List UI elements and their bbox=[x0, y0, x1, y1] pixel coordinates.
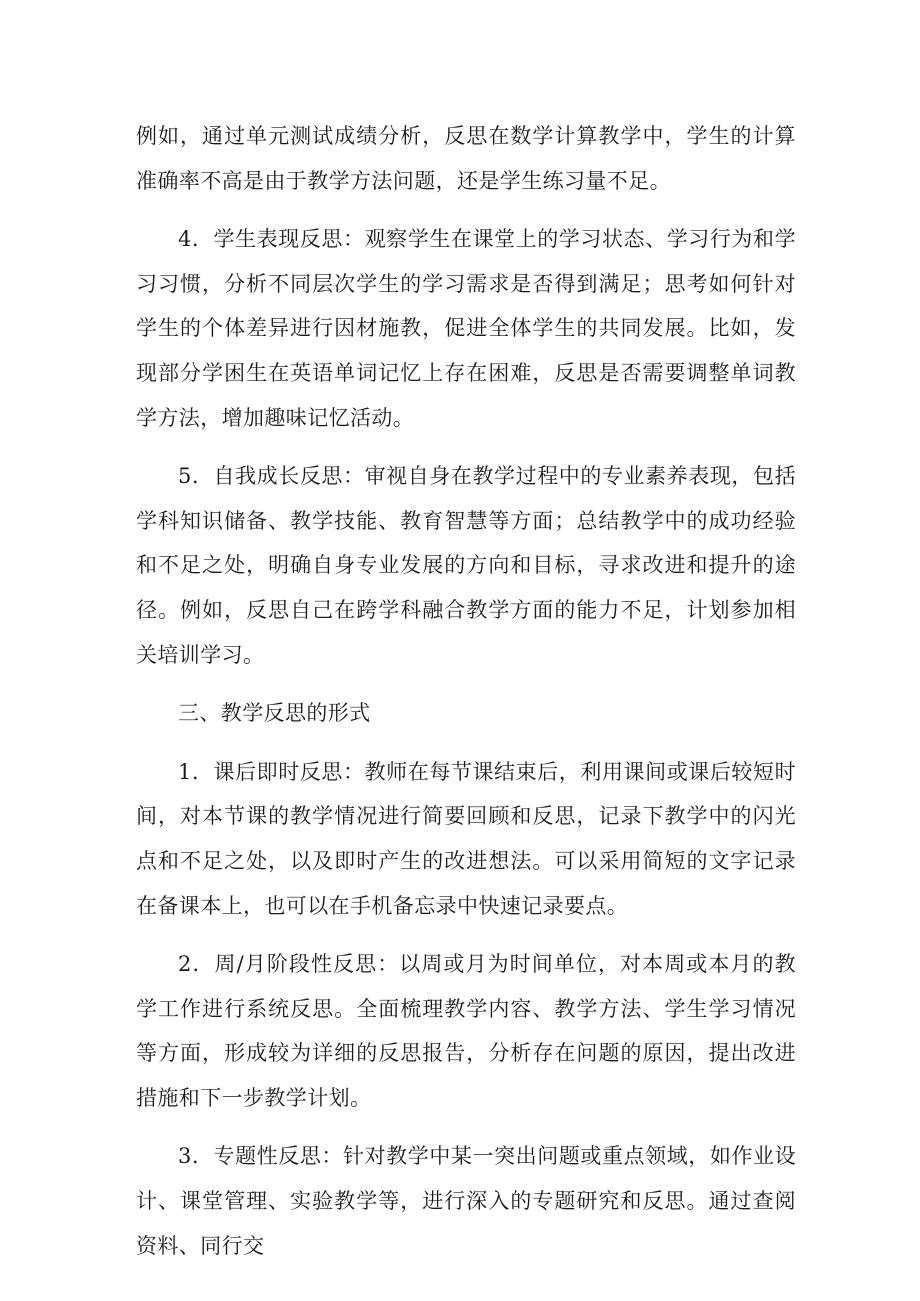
paragraph-self-growth: 5．自我成长反思：审视自身在教学过程中的专业素养表现，包括学科知识储备、教学技能、教育智慧等方面；总结教学中的成功经验和不足之处，明确自身专业发展的方向和目标，寻求改进和提升的途径。例如，反思自己在跨学科融合教学方面的能力不足，计划参加相关培训学习。 bbox=[136, 464, 796, 667]
section-heading: 三、教学反思的形式 bbox=[178, 701, 371, 726]
paragraph-periodic: 2．周/月阶段性反思：以周或月为时间单位，对本周或本月的教学工作进行系统反思。全面梳理教学内容、教学方法、学生学习情况等方面，形成较为详细的反思报告，分析存在问题的原因，提出改进措施和下一步教学计划。 bbox=[136, 952, 796, 1110]
paragraph-student-performance: 4．学生表现反思：观察学生在课堂上的学习状态、学习行为和学习习惯，分析不同层次学生的学习需求是否得到满足；思考如何针对学生的个体差异进行因材施教，促进全体学生的共同发展。比如，发现部分学困生在英语单词记忆上存在困难，反思是否需要调整单词教学方法，增加趣味记忆活动。 bbox=[136, 227, 796, 430]
paragraph-thematic: 3．专题性反思：针对教学中某一突出问题或重点领域，如作业设计、课堂管理、实验教学等，进行深入的专题研究和反思。通过查阅资料、同行交 bbox=[136, 1144, 796, 1258]
paragraph-continued: 例如，通过单元测试成绩分析，反思在数学计算教学中，学生的计算准确率不高是由于教学方法问题，还是学生练习量不足。 bbox=[136, 124, 796, 193]
paragraph-after-class: 1．课后即时反思：教师在每节课结束后，利用课间或课后较短时间，对本节课的教学情况进行简要回顾和反思，记录下教学中的闪光点和不足之处，以及即时产生的改进想法。可以采用简短的文字记录在备课本上，也可以在手机备忘录中快速记录要点。 bbox=[136, 759, 796, 918]
